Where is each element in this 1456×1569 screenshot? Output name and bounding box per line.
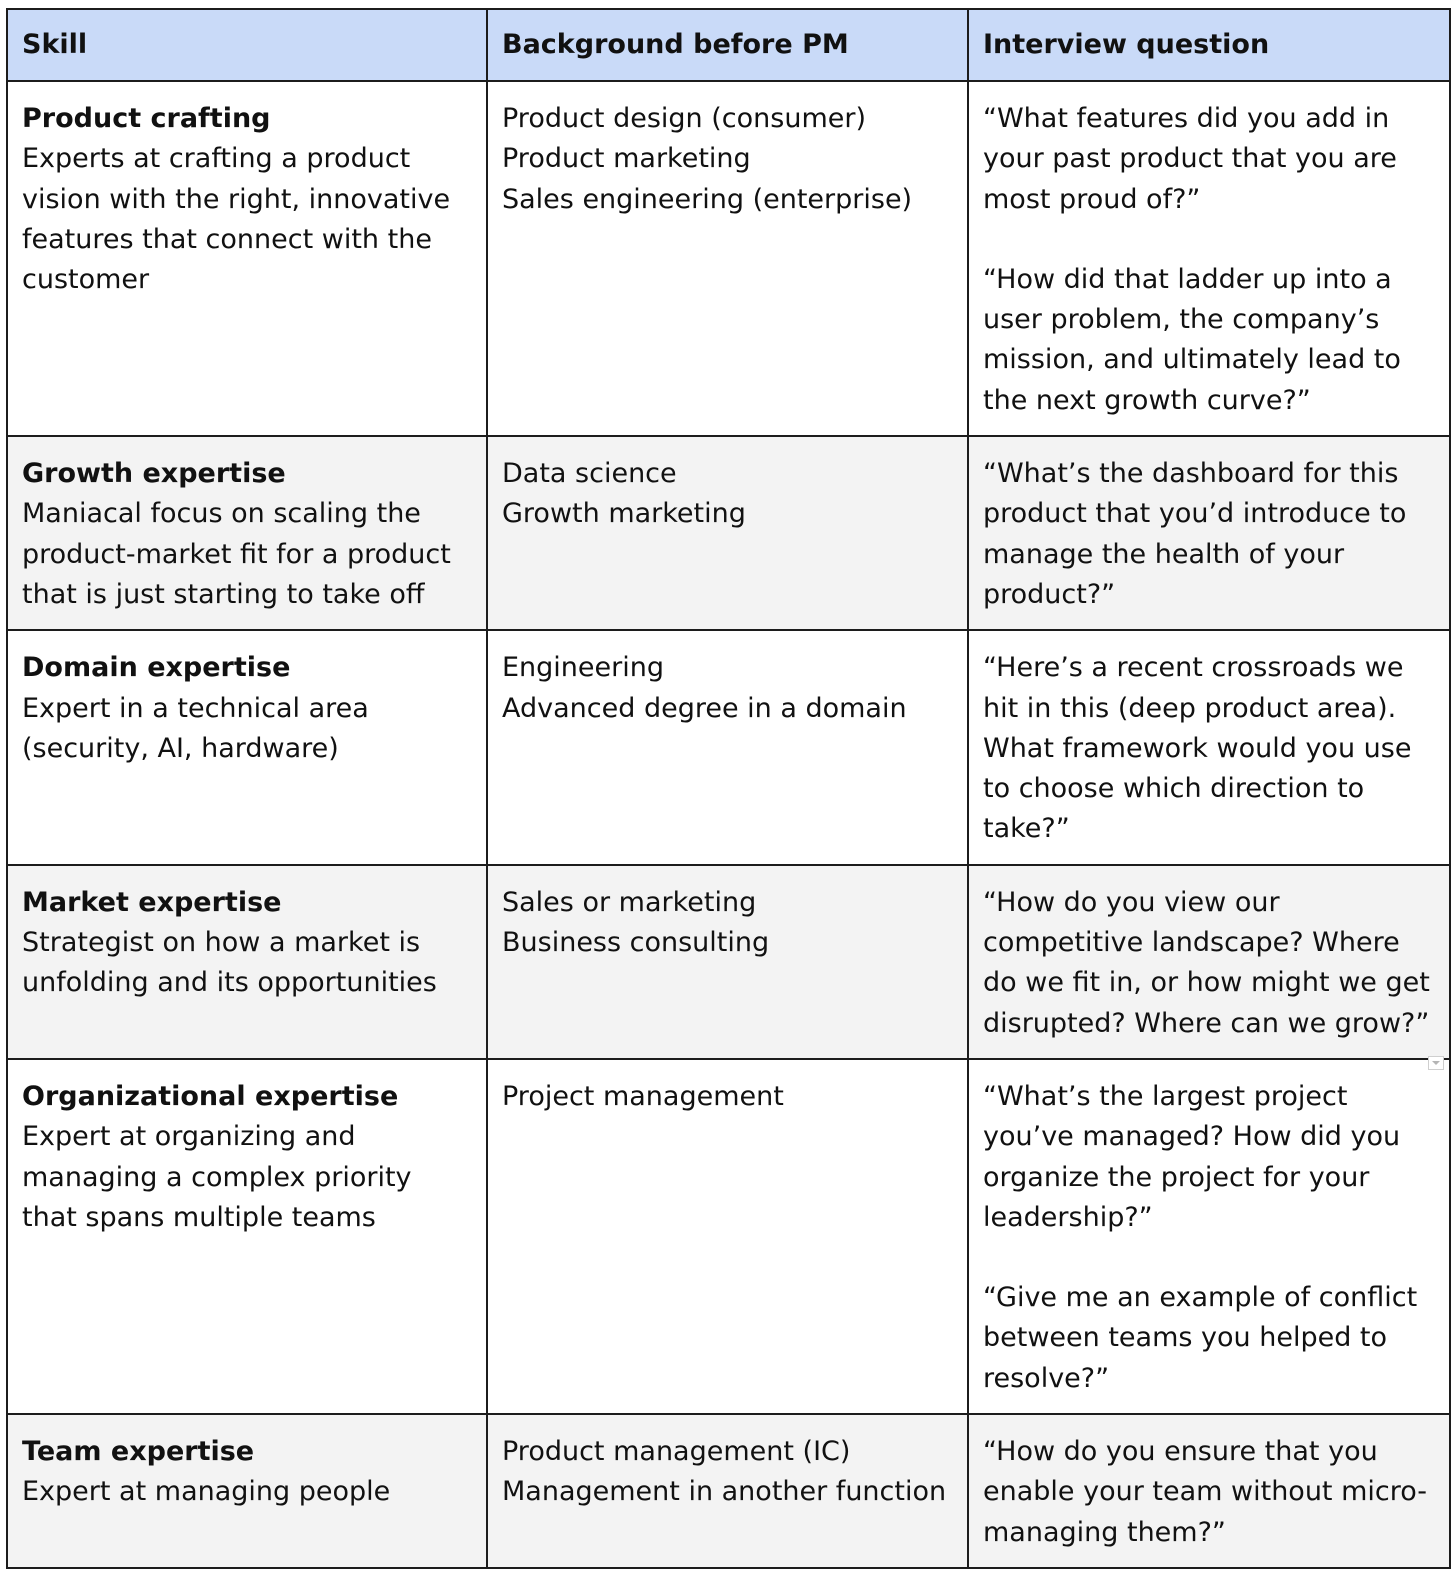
interview-question: “What’s the largest project you’ve managed? How did you organize the project for your leadership?”	[983, 1080, 1401, 1233]
interview-question: “Here’s a recent crossroads we hit in this (deep product area). What framework would you use to choose which direction to take?”	[983, 652, 1412, 845]
background-item: Growth marketing	[502, 498, 746, 530]
table-row	[7, 1414, 1450, 1568]
background-item: Business consulting	[502, 927, 770, 959]
background-item: Sales engineering (enterprise)	[502, 183, 913, 215]
table-row	[7, 865, 1450, 1059]
skill-description: Strategist on how a market is unfolding and its opportunities	[22, 927, 437, 999]
skill-cell	[7, 81, 487, 436]
interview-question: “How do you ensure that you enable your team without micro-managing them?”	[983, 1436, 1428, 1548]
question-cell	[968, 630, 1450, 864]
skill-description: Expert at organizing and managing a complex priority that spans multiple teams	[22, 1121, 412, 1233]
background-cell	[487, 436, 968, 630]
background-item: Advanced degree in a domain	[502, 692, 907, 724]
background-cell	[487, 1414, 968, 1568]
header-interview-question: Interview question	[968, 9, 1450, 81]
interview-question: “How did that ladder up into a user problem, the company’s mission, and ultimately lead to the next growth curve?”	[983, 263, 1401, 416]
background-item: Product management (IC)	[502, 1436, 851, 1468]
background-item: Sales or marketing	[502, 886, 757, 918]
background-cell	[487, 1059, 968, 1414]
table-row	[7, 630, 1450, 864]
table-row	[7, 1059, 1450, 1414]
skill-name: Market expertise	[22, 886, 282, 918]
background-item: Engineering	[502, 652, 664, 684]
background-item: Product marketing	[502, 143, 751, 175]
cell-dropdown-icon[interactable]	[1428, 1056, 1444, 1070]
interview-question: “What features did you add in your past product that you are most proud of?”	[983, 103, 1397, 215]
skill-name: Product crafting	[22, 103, 271, 134]
header-row	[7, 9, 1450, 81]
table-row	[7, 436, 1450, 630]
skill-description: Maniacal focus on scaling the product-market fit for a product that is just starting to take off	[22, 498, 451, 610]
background-cell	[487, 81, 968, 436]
question-cell	[968, 1059, 1450, 1414]
skill-cell	[7, 865, 487, 1059]
skill-description: Expert in a technical area (security, AI, hardware)	[22, 692, 369, 764]
skill-cell	[7, 436, 487, 630]
interview-question: “What’s the dashboard for this product that you’d introduce to manage the health of your product?”	[983, 458, 1407, 610]
interview-question: “Give me an example of conflict between teams you helped to resolve?”	[983, 1282, 1418, 1394]
skill-cell	[7, 1414, 487, 1568]
question-cell	[968, 865, 1450, 1059]
skill-cell	[7, 630, 487, 864]
skills-table	[6, 8, 1451, 1569]
background-cell	[487, 630, 968, 864]
background-item: Data science	[502, 458, 677, 490]
skill-name: Domain expertise	[22, 652, 291, 684]
skill-description: Expert at managing people	[22, 1476, 391, 1508]
question-cell	[968, 436, 1450, 630]
question-cell	[968, 1414, 1450, 1568]
background-cell	[487, 865, 968, 1059]
skill-description: Experts at crafting a product vision with the right, innovative features that connect with the customer	[22, 143, 451, 296]
header-skill: Skill	[7, 9, 487, 81]
background-item: Project management	[502, 1080, 784, 1112]
table-row	[7, 81, 1450, 436]
interview-question: “How do you view our competitive landscape? Where do we fit in, or how might we get disrupted? Where can we grow?”	[983, 886, 1430, 1039]
skill-name: Growth expertise	[22, 458, 286, 490]
skill-name: Organizational expertise	[22, 1080, 399, 1112]
skill-name: Team expertise	[22, 1436, 255, 1468]
background-item: Management in another function	[502, 1476, 947, 1508]
background-item: Product design (consumer)	[502, 103, 866, 134]
skill-cell	[7, 1059, 487, 1414]
header-background: Background before PM	[487, 9, 968, 81]
question-cell	[968, 81, 1450, 436]
